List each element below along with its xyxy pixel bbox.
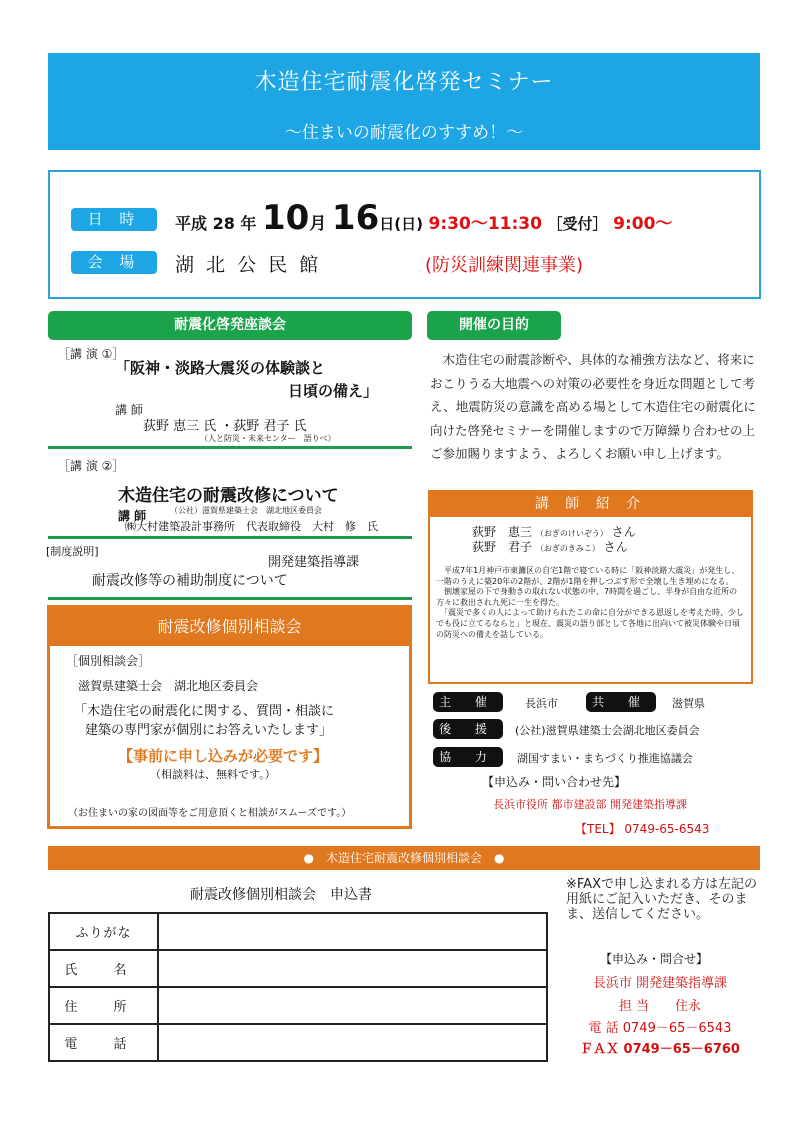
month: 10 <box>262 198 310 238</box>
event-date <box>175 198 672 238</box>
speaker-intro-box <box>428 490 753 684</box>
form-row <box>49 1024 547 1061</box>
form-row <box>49 950 547 987</box>
speaker-kana: （おぎのけいぞう） <box>535 529 608 538</box>
divider <box>48 536 412 539</box>
fax-person: 担 当 住永 <box>618 999 702 1014</box>
speaker-bio <box>436 566 746 640</box>
day-unit: 日(日) <box>379 215 423 233</box>
speaker-kana: （おぎのきみこ） <box>535 544 600 553</box>
consultation-note: （お住まいの家の図面等をご用意頂くと相談がスムーズです。） <box>68 808 352 819</box>
support-label: 後 援 <box>433 719 503 739</box>
divider <box>48 597 412 600</box>
lecture2-speaker: ㈱大村建築設計事務所 代表取締役 大村 修 氏 <box>125 520 378 533</box>
phone-field[interactable] <box>158 1024 547 1061</box>
coop-label: 協 力 <box>433 747 503 767</box>
contact-tel: 【TEL】 0749-65-6543 <box>575 822 710 836</box>
address-field[interactable] <box>158 987 547 1024</box>
furigana-field[interactable] <box>158 913 547 950</box>
fax-tel: 電 話 0749－65－6543 <box>588 1021 732 1036</box>
consultation-desc: 「木造住宅の耐震化に関する、質問・相談に <box>74 704 335 719</box>
lecture2-speaker-label: 講 師 <box>118 509 147 523</box>
divider <box>48 446 412 449</box>
purpose-text: 木造住宅の耐震診断や、具体的な補強方法など、将来におこりうる大地震への対策の必要性を身近な問題として考え、地震防災の意識を高める場として木造住宅の耐震化に向けた啓発セミナーを開催しますので万障繰り合わせの上ご参加賜りますよう、よろしくお願い申し上げます。 <box>430 352 756 462</box>
fax-heading: 【申込み・問合せ】 <box>600 952 709 966</box>
host-label: 主 催 <box>433 692 503 712</box>
seminar-heading: 耐震化啓発座談会 <box>48 311 412 340</box>
contact-heading: 【申込み・問い合わせ先】 <box>482 775 627 789</box>
era: 平成 28 年 <box>175 214 257 233</box>
speaker-intro-heading: 講 師 紹 介 <box>430 492 751 517</box>
lecture1-title: 「阪神・淡路大震災の体験談と <box>115 359 326 377</box>
consultation-heading: 耐震改修個別相談会 <box>50 608 409 646</box>
registration-required: 【事前に申し込みが必要です】 <box>118 747 329 765</box>
bio-paragraph: 「震災で多くの人によって助けられたこの命に自分ができる恩返しを考えた時、少しでも役に立てるならと」と現在、震災の語り部として各地に出向いて被災体験や日頃の防災への備えを話している。 <box>436 608 744 639</box>
bio-paragraph: 平成7年1月神戸市東灘区の自宅1階で寝ている時に「阪神淡路大震災」が発生し、一階のうえに築20年の2階が、2階が1階を押しつぶす形で全壊し生き埋めになる。 <box>436 566 740 586</box>
reception-time: 9:00～ <box>613 214 673 234</box>
lecture2-title: 木造住宅の耐震改修について <box>118 486 339 506</box>
event-info-box <box>48 170 761 299</box>
lecture1-speakers: 荻野 恵三 氏 ・荻野 君子 氏 <box>143 419 307 434</box>
bio-paragraph: 倒壊家屋の下で身動きの取れない状態の中、7時間を過ごし、半身が自由な近所の方々に救出され九死に一生を得た。 <box>436 587 738 607</box>
speaker-2 <box>472 538 628 555</box>
fax-dept: 長浜市 開発建築指導課 <box>592 976 728 991</box>
lecture1-label: ［講 演 ①］ <box>58 347 125 361</box>
form-label-phone: 電 話 <box>49 1024 158 1061</box>
lecture2-label: ［講 演 ②］ <box>58 459 125 473</box>
form-title: 耐震改修個別相談会 申込書 <box>190 887 372 903</box>
purpose-heading: 開催の目的 <box>427 311 561 340</box>
consultation-desc-2: 建築の専門家が個別にお答えいたします」 <box>85 723 333 738</box>
form-label-address: 住 所 <box>49 987 158 1024</box>
consultation-box <box>47 605 412 829</box>
system-label: [制度説明] <box>46 545 99 558</box>
form-row <box>49 913 547 950</box>
venue-label: 会 場 <box>71 251 157 274</box>
reception-label: ［受付］ <box>547 215 608 233</box>
form-row <box>49 987 547 1024</box>
form-label-furigana: ふりがな <box>49 913 158 950</box>
lecture1-affiliation: （人と防災・未来センター 語りべ） <box>200 434 336 443</box>
venue: 湖 北 公 民 館 <box>175 254 322 276</box>
lecture2-org: （公社）滋賀県建築士会 湖北地区委員会 <box>170 506 322 515</box>
form-banner: ● 木造住宅耐震改修個別相談会 ● <box>48 846 760 870</box>
event-time: 9:30～11:30 <box>428 214 542 234</box>
fax-number: ＦＡＸ 0749－65－6760 <box>580 1042 740 1057</box>
cohost-label: 共 催 <box>586 692 656 712</box>
date-label: 日 時 <box>71 208 157 231</box>
consultation-fee: （相談料は、無料です。） <box>150 768 276 781</box>
consultation-org: 滋賀県建築士会 湖北地区委員会 <box>78 679 259 693</box>
page-subtitle: ～住まいの耐震化のすすめ！～ <box>284 123 524 143</box>
name-field[interactable] <box>158 950 547 987</box>
system-dept: 開発建築指導課 <box>268 555 360 570</box>
month-unit: 月 <box>309 214 327 234</box>
consultation-label: ［個別相談会］ <box>66 654 151 668</box>
title-banner <box>48 53 760 150</box>
speaker-name: 荻野 君子 <box>472 540 533 554</box>
cooperation: 湖国すまい・まちづくり推進協議会 <box>517 752 693 765</box>
lecture1-title-2: 日頃の備え」 <box>288 382 379 400</box>
fax-note: ※FAXで申し込まれる方は左記の用紙にご記入いただき、そのまま、送信してください。 <box>566 877 757 922</box>
form-label-name: 氏 名 <box>49 950 158 987</box>
page-title: 木造住宅耐震化啓発セミナー <box>254 70 554 95</box>
support: (公社)滋賀県建築士会湖北地区委員会 <box>515 724 700 737</box>
lecture1-speaker-label: 講 師 <box>115 403 143 417</box>
honorific: さん <box>611 525 636 539</box>
cohost: 滋賀県 <box>672 697 705 710</box>
host: 長浜市 <box>525 697 558 710</box>
day: 16 <box>331 198 380 238</box>
application-form <box>48 912 548 1062</box>
speaker-name: 荻野 恵三 <box>472 525 533 539</box>
honorific: さん <box>603 540 628 554</box>
contact-org: 長浜市役所 都市建設部 開発建築指導課 <box>493 798 687 811</box>
event-note: (防災訓練関連事業) <box>425 255 584 276</box>
system-title: 耐震改修等の補助制度について <box>92 573 288 589</box>
